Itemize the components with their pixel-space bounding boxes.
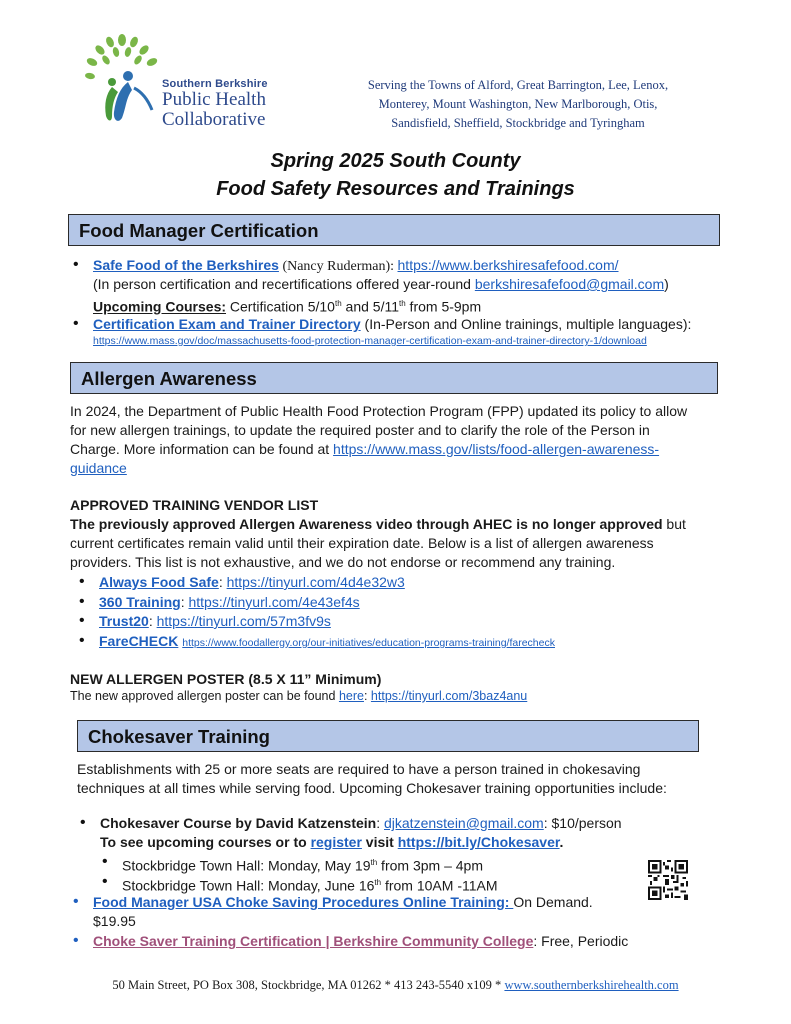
section-chokesaver: Chokesaver Training (77, 720, 699, 752)
footer (0, 978, 791, 993)
safe-food-note-text: (In person certification and recertifications offered year-round (93, 276, 475, 292)
session1-a: Stockbridge Town Hall: Monday, May 19 (122, 857, 371, 874)
session2-b: from 10AM -11AM (381, 877, 498, 894)
allergen-para-line3: Charge. More information can be found at (70, 441, 334, 457)
allergen-guidance-link[interactable]: https://www.mass.gov/lists/food-allergen-awareness- (333, 441, 660, 457)
session2-sup: th (374, 878, 382, 887)
list-item-online-training (93, 893, 593, 912)
cert-directory-text: (In-Person and Online trainings, multiple languages): (360, 316, 692, 332)
vendor-farecheck-link[interactable]: FareCHECK (99, 633, 179, 649)
bitly-link[interactable]: https://bit.ly/Chokesaver (397, 834, 560, 850)
logo-subtitle: Southern Berkshire (162, 78, 268, 90)
session2-a: Stockbridge Town Hall: Monday, June 16 (122, 877, 375, 894)
serving-line1: Serving the Towns of Alford, Great Barrington, Lee, Lenox, (367, 78, 669, 92)
upcoming-c: from 5-9pm (405, 298, 482, 315)
tree-logo-icon (82, 32, 162, 128)
vendor-item (99, 632, 555, 653)
section-food-manager: Food Manager Certification (68, 214, 720, 246)
vendor-url[interactable]: https://tinyurl.com/4e43ef4s (188, 594, 360, 610)
vendor-360-training-link[interactable]: 360 Training (99, 594, 181, 610)
cert-directory-link[interactable]: Certification Exam and Trainer Directory (93, 316, 361, 332)
list-item-bcc (93, 932, 628, 951)
allergen-para-line1: In 2024, the Department of Public Health Food Protection Program (FPP) updated its policy to allow (70, 403, 688, 419)
page-title-line1: Spring 2025 South County (270, 150, 521, 172)
bcc-text: : Free, Periodic (533, 933, 629, 949)
see-text: To see upcoming courses or to (100, 834, 311, 850)
poster-url[interactable]: https://tinyurl.com/3baz4anu (370, 689, 528, 703)
vendor-sep: : (148, 613, 157, 629)
session1-b: from 3pm – 4pm (377, 857, 483, 874)
vendor-item (99, 573, 405, 592)
bcc-link[interactable]: Choke Saver Training Certification | Berkshire Community College (93, 933, 534, 949)
course-colon: : (376, 815, 384, 831)
poster-line (70, 687, 527, 706)
online-text: On Demand. (513, 894, 593, 910)
upcoming-label: Upcoming Courses: (93, 298, 227, 315)
upcoming-sup1: th (334, 299, 342, 308)
safe-food-link[interactable]: Safe Food of the Berkshires (93, 257, 279, 273)
vendor-url[interactable]: https://www.foodallergy.org/our-initiatives/education-programs-training/farecheck (182, 637, 555, 649)
vendor-always-food-safe-link[interactable]: Always Food Safe (99, 574, 219, 590)
vendor-heading: APPROVED TRAINING VENDOR LIST (70, 497, 319, 513)
visit-text: visit (361, 834, 398, 850)
vendor-line2: current certificates remain valid until their expiration date. Below is a list of allergen awareness (70, 535, 654, 551)
vendor-sep: : (180, 594, 189, 610)
safe-food-email[interactable]: berkshiresafefood@gmail.com (474, 276, 665, 292)
vendor-url[interactable]: https://tinyurl.com/4d4e32w3 (226, 574, 405, 590)
poster-text: The new approved allergen poster can be found (70, 689, 339, 703)
poster-heading: NEW ALLERGEN POSTER (8.5 X 11” Minimum) (70, 671, 382, 687)
serving-towns (338, 76, 698, 133)
chokesaver-para-line2: techniques at all times while serving food. Upcoming Chokesaver training opportunities include: (77, 780, 667, 796)
online-price: $19.95 (93, 913, 136, 929)
register-link[interactable]: register (310, 834, 362, 850)
vendor-line3: providers. This list is not exhaustive, and we do not endorse or recommend any training. (70, 554, 616, 570)
safe-food-person: (Nancy Ruderman): (278, 259, 398, 274)
poster-here-link[interactable]: here (338, 689, 364, 703)
upcoming-b: and 5/11 (341, 298, 399, 315)
upcoming-sup2: th (399, 299, 406, 308)
vendor-trust20-link[interactable]: Trust20 (99, 613, 149, 629)
safe-food-url[interactable]: https://www.berkshiresafefood.com/ (397, 257, 619, 273)
chokesaver-para-line1: Establishments with 25 or more seats are required to have a person trained in chokesaving (77, 761, 641, 777)
period: . (559, 834, 564, 850)
logo (82, 32, 292, 128)
upcoming-a: Certification 5/10 (226, 298, 335, 315)
chokesaver-paragraph (77, 760, 757, 798)
section-allergen: Allergen Awareness (70, 362, 718, 394)
course-label: Chokesaver Course by David Katzenstein (100, 815, 377, 831)
vendor-url[interactable]: https://tinyurl.com/57m3fv9s (156, 613, 331, 629)
list-item-safe-food (93, 256, 619, 276)
vendor-item (99, 612, 331, 631)
course-price: : $10/person (543, 815, 622, 831)
poster-colon: : (363, 689, 371, 703)
footer-website-link[interactable]: www.southernberkshirehealth.com (504, 978, 679, 992)
logo-line2: Collaborative (162, 109, 266, 130)
upcoming-courses (93, 294, 481, 317)
online-training-link[interactable]: Food Manager USA Choke Saving Procedures Online Training: (93, 894, 514, 910)
logo-line1: Public Health (162, 89, 266, 110)
page-title-line2: Food Safety Resources and Trainings (216, 178, 575, 200)
serving-line2: Monterey, Mount Washington, New Marlborough, Otis, (378, 97, 658, 111)
vendor-rest1: but (662, 516, 686, 532)
vendor-paragraph (70, 515, 760, 572)
cert-directory-url (93, 332, 647, 351)
allergen-guidance-link-cont[interactable]: guidance (70, 460, 127, 476)
safe-food-note-end: ) (664, 276, 669, 292)
vendor-item (99, 593, 360, 612)
vendor-sep: : (218, 574, 227, 590)
serving-line3: Sandisfield, Sheffield, Stockbridge and Tyringham (391, 116, 645, 130)
course-email-link[interactable]: djkatzenstein@gmail.com (384, 815, 544, 831)
vendor-bold: The previously approved Allergen Awareness video through AHEC is no longer approved (70, 516, 663, 532)
footer-address: 50 Main Street, PO Box 308, Stockbridge, MA 01262 * 413 243-5540 x109 * (112, 978, 505, 992)
safe-food-note (93, 275, 669, 294)
session1-sup: th (370, 858, 378, 867)
qr-code-icon[interactable] (648, 860, 688, 900)
list-item-chokesaver-course (100, 814, 622, 833)
allergen-para-line2: for new allergen trainings, to update the required poster and to clarify the role of the Person in (70, 422, 650, 438)
course-register-line (100, 833, 563, 852)
allergen-paragraph (70, 402, 750, 478)
cert-directory-url-link[interactable]: https://www.mass.gov/doc/massachusetts-food-protection-manager-certification-exam-and-trainer-directory-1/download (93, 335, 647, 347)
